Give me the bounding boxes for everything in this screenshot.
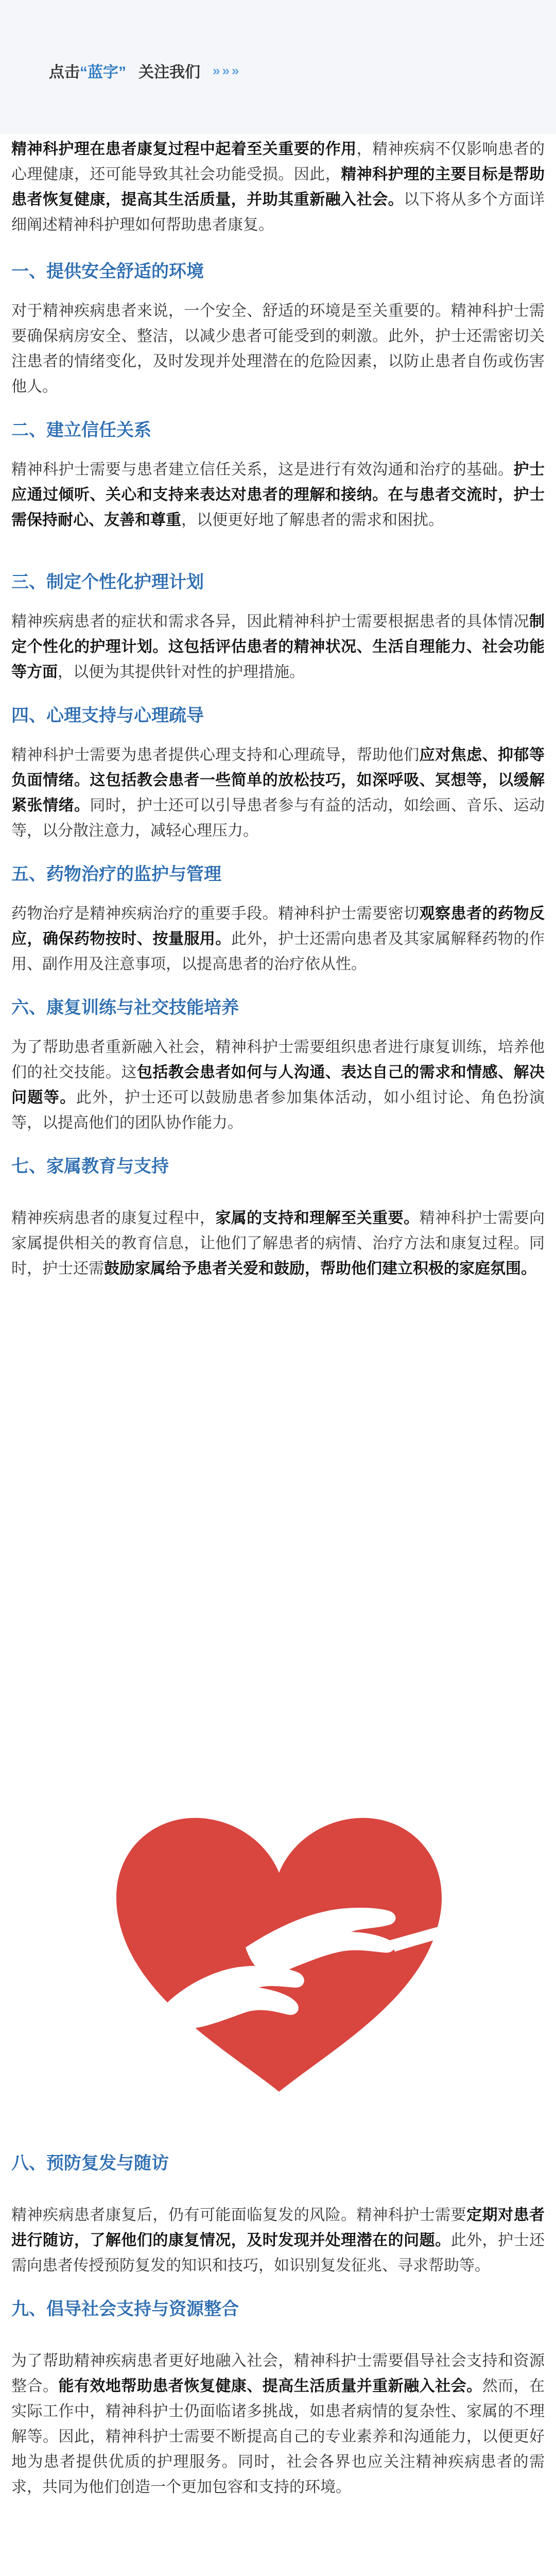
s8-bold-1: 定期对患者进行随访，了解他们的康复情况，及时发现并处理潜在的问题。 bbox=[11, 2207, 545, 2249]
heart-hands-illustration bbox=[11, 1762, 545, 2102]
s4-bold-1: 应对焦虑、抑郁等负面情绪。这包括教会患者一些简单的放松技巧，如深呼吸、冥想等，以缓解紧张情绪。 bbox=[11, 747, 545, 814]
section-text-5 bbox=[11, 901, 545, 977]
follow-arrows-icon: »»» bbox=[213, 62, 241, 78]
section-text-6 bbox=[11, 1035, 545, 1136]
intro-bold-2: 精神科护理的主要目标是帮助患者恢复健康，提高其生活质量，并助其重新融入社会。 bbox=[11, 166, 545, 208]
section-text-8 bbox=[11, 2202, 545, 2278]
section-text-7 bbox=[11, 1206, 545, 1281]
s6-text-1: 为了帮助患者重新融入社会，精神科护士需要组织患者进行康复训练，培养他们的社交技能。这 bbox=[11, 1039, 545, 1081]
section-title-3: 三、制定个性化护理计划 bbox=[11, 572, 204, 592]
s9-text-2: 然而，在实际工作中，精神科护士仍面临诸多挑战，如患者病情的复杂性、家属的不理解等。因此，精神科护士需要不断提高自己的专业素养和沟通能力，以便更好地为患者提供优质的护理服务。同时，社会各界也应关注精神疾病患者的需求，共同为他们创造一个更加包容和支持的环境。 bbox=[11, 2378, 545, 2496]
s7-bold-2: 鼓励家属给予患者关爱和鼓励，帮助他们建立积极的家庭氛围。 bbox=[104, 1260, 536, 1277]
s4-text-2: 同时，护士还可以引导患者参与有益的活动，如绘画、音乐、运动等，以分散注意力，减轻心理压力。 bbox=[11, 797, 545, 839]
section-text-1: 对于精神疾病患者来说，一个安全、舒适的环境是至关重要的。精神科护士需要确保病房安全、整洁，以减少患者可能受到的刺激。此外，护士还需密切关注患者的情绪变化，及时发现并处理潜在的危险因素，以防止患者自伤或伤害他人。 bbox=[11, 302, 545, 395]
s9-text-1: 为了帮助精神疾病患者更好地融入社会，精神科护士需要倡导社会支持和资源整合。 bbox=[11, 2352, 545, 2395]
section-text-2 bbox=[11, 457, 545, 533]
s3-text-2: ，以便为其提供针对性的护理措施。 bbox=[58, 664, 305, 681]
s5-text-1: 药物治疗是精神疾病治疗的重要手段。精神科护士需要密切 bbox=[11, 905, 420, 922]
s7-text-2: 精神科护士需要向家属提供相关的教育信息，让他们了解患者的病情、治疗方法和康复过程。同时，护士还需 bbox=[11, 1210, 545, 1277]
s2-bold-1: 护士应通过倾听、关心和支持来表达对患者的理解和接纳。在与患者交流时，护士需保持耐心、友善和尊重 bbox=[11, 461, 545, 529]
s5-bold-1: 观察患者的药物反应，确保药物按时、按量服用。 bbox=[11, 905, 545, 947]
follow-banner[interactable] bbox=[0, 0, 556, 134]
s9-bold-1: 能有效地帮助患者恢复健康、提高生活质量并重新融入社会。 bbox=[58, 2378, 482, 2395]
follow-prefix: 点击 bbox=[49, 64, 80, 81]
section-title-5: 五、药物治疗的监护与管理 bbox=[11, 865, 221, 884]
s4-text-1: 精神科护士需要为患者提供心理支持和心理疏导，帮助他们 bbox=[11, 747, 420, 764]
s2-text-1: 精神科护士需要与患者建立信任关系，这是进行有效沟通和治疗的基础。 bbox=[11, 461, 514, 478]
s8-text-1: 精神疾病患者康复后，仍有可能面临复发的风险。精神科护士需要 bbox=[11, 2207, 467, 2224]
s3-bold-1: 制定个性化的护理计划。这包括评估患者的精神状况、生活自理能力、社会功能等方面 bbox=[11, 613, 545, 681]
article-content bbox=[11, 137, 545, 1289]
section-title-4: 四、心理支持与心理疏导 bbox=[11, 706, 204, 725]
intro-bold-1: 精神科护理在患者康复过程中起着至关重要的作用 bbox=[11, 141, 357, 158]
follow-prompt[interactable] bbox=[49, 59, 241, 82]
heart-icon bbox=[11, 1762, 545, 2102]
section-text-4 bbox=[11, 742, 545, 843]
section-text-9 bbox=[11, 2348, 545, 2500]
follow-suffix: 关注我们 bbox=[138, 64, 200, 81]
s2-text-2: ，以便更好地了解患者的需求和困扰。 bbox=[181, 512, 444, 529]
article-content-lower bbox=[11, 2151, 545, 2507]
intro-text-2: 以下将从多个方面详细阐述精神科护理如何帮助患者康复。 bbox=[11, 191, 545, 233]
s7-bold-1: 家属的支持和理解至关重要。 bbox=[215, 1210, 420, 1227]
intro-text-1: ，精神疾病不仅影响患者的心理健康，还可能导致其社会功能受损。因此， bbox=[11, 141, 545, 183]
s8-text-2: 此外，护士还需向患者传授预防复发的知识和技巧，如识别复发征兆、寻求帮助等。 bbox=[11, 2232, 545, 2274]
s3-text-1: 精神疾病患者的症状和需求各异，因此精神科护士需要根据患者的具体情况 bbox=[11, 613, 529, 630]
section-title-2: 二、建立信任关系 bbox=[11, 420, 151, 440]
section-title-9: 九、倡导社会支持与资源整合 bbox=[11, 2299, 239, 2319]
s7-text-1: 精神疾病患者的康复过程中， bbox=[11, 1210, 216, 1227]
s6-text-2: 此外，护士还可以鼓励患者参加集体活动，如小组讨论、角色扮演等，以提高他们的团队协作能力。 bbox=[11, 1089, 545, 1131]
intro-paragraph bbox=[11, 137, 545, 238]
s5-text-2: 此外，护士还需向患者及其家属解释药物的作用、副作用及注意事项，以提高患者的治疗依从性。 bbox=[11, 930, 545, 973]
section-title-8: 八、预防复发与随访 bbox=[11, 2154, 169, 2173]
section-text-3 bbox=[11, 609, 545, 685]
section-title-7: 七、家属教育与支持 bbox=[11, 1157, 169, 1176]
s6-bold-1: 包括教会患者如何与人沟通、表达自己的需求和情感、解决问题等。 bbox=[11, 1064, 545, 1106]
section-title-6: 六、康复训练与社交技能培养 bbox=[11, 998, 239, 1018]
follow-blue-word: “蓝字” bbox=[80, 64, 126, 81]
section-title-1: 一、提供安全舒适的环境 bbox=[11, 262, 204, 281]
